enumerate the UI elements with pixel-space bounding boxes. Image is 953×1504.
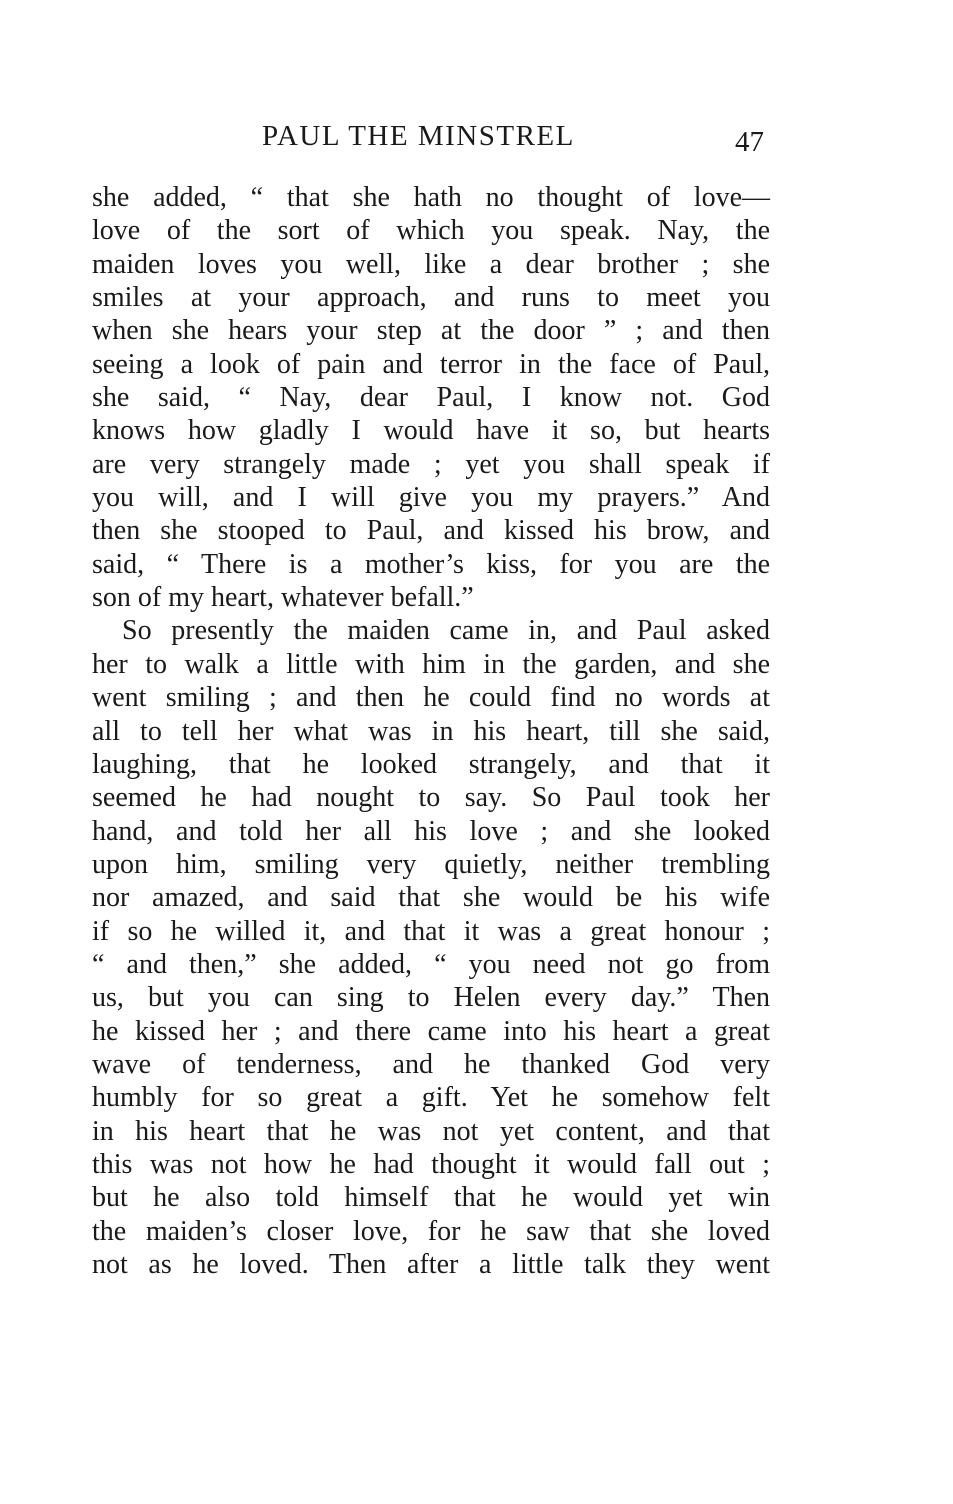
text-line: he kissed her ; and there came into his heart a great — [92, 1015, 770, 1047]
text-line: humbly for so great a gift. Yet he somehow felt — [92, 1082, 770, 1114]
text-line: went smiling ; and then he could find no words at — [92, 682, 770, 714]
text-line: are very strangely made ; yet you shall speak if — [92, 448, 770, 480]
text-line: in his heart that he was not yet content, and that — [92, 1115, 770, 1147]
text-line: this was not how he had thought it would fall out ; — [92, 1148, 770, 1180]
text-line: if so he willed it, and that it was a great honour ; — [92, 915, 770, 947]
text-line: then she stooped to Paul, and kissed his brow, and — [92, 515, 770, 547]
text-line: not as he loved. Then after a little talk they went — [92, 1249, 770, 1280]
text-line: she added, “ that she hath no thought of love— — [92, 182, 770, 213]
text-line: seeing a look of pain and terror in the face of Paul, — [92, 348, 770, 380]
text-line: but he also told himself that he would yet win — [92, 1182, 770, 1214]
text-line: love of the sort of which you speak. Nay, the — [92, 215, 770, 247]
text-line: knows how gladly I would have it so, but hearts — [92, 415, 770, 447]
running-title: PAUL THE MINSTREL — [262, 120, 575, 152]
text-line: she said, “ Nay, dear Paul, I know not. God — [92, 382, 770, 414]
text-line: smiles at your approach, and runs to meet you — [92, 282, 770, 314]
paragraph-end-line: son of my heart, whatever befall.” — [92, 582, 474, 614]
text-line: you will, and I will give you my prayers.” And — [92, 482, 770, 514]
text-line: said, “ There is a mother’s kiss, for you are the — [92, 548, 770, 580]
text-line: “ and then,” she added, “ you need not go from — [92, 948, 770, 980]
page-number: 47 — [735, 126, 764, 158]
running-head — [0, 120, 953, 160]
text-line: seemed he had nought to say. So Paul took her — [92, 782, 770, 814]
paragraph-start-line: So presently the maiden came in, and Paul asked — [122, 615, 770, 647]
text-line: when she hears your step at the door ” ; and then — [92, 315, 770, 347]
text-line: all to tell her what was in his heart, till she said, — [92, 715, 770, 747]
text-line: wave of tenderness, and he thanked God very — [92, 1048, 770, 1080]
text-line: laughing, that he looked strangely, and that it — [92, 748, 770, 780]
body-text — [92, 181, 770, 1281]
text-line: the maiden’s closer love, for he saw that she loved — [92, 1215, 770, 1247]
text-line: upon him, smiling very quietly, neither trembling — [92, 848, 770, 880]
text-line: us, but you can sing to Helen every day.” Then — [92, 982, 770, 1014]
text-line: nor amazed, and said that she would be his wife — [92, 882, 770, 914]
text-line: her to walk a little with him in the garden, and she — [92, 648, 770, 680]
text-line: maiden loves you well, like a dear brother ; she — [92, 248, 770, 280]
text-line: hand, and told her all his love ; and she looked — [92, 815, 770, 847]
